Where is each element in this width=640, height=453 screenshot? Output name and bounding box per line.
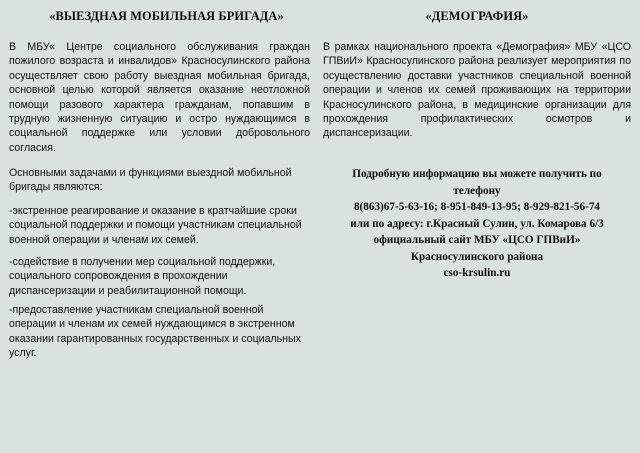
mobile-brigade-intro: В МБУ« Центре социального обслуживания граждан пожилого возраста и инвалидов» Красносулинского района осуществляет свою работу выездная мобильная бригада, основной целью которой является оказание неотложной помощи разового характера гражданам, попавшим в трудную жизненную ситуацию и остро нуждающимся в социальной поддержке или условии добровольного согласия. [9,41,310,154]
demography-intro: В рамках национального проекта «Демография» МБУ «ЦСО ГПВиИ» Красносулинского района реализует мероприятия по осуществлению доставки участников специальной военной операции и членов их семей проживающих на территории Красносулинского района, в медицинские организации для прохождения профилактических осмотров и диспансеризации. [323,41,631,140]
contact-info-block [323,166,631,282]
tasks-heading: Основными задачами и функциями выездной мобильной бригады являются: [9,167,292,194]
website-url: cso-krsulin.ru [443,267,511,279]
district-line: Красносулинского района [410,250,544,263]
contact-info-line: телефону [453,184,501,197]
demography-title: «ДЕМОГРАФИЯ» [425,9,529,23]
task-item-3: -предоставление участникам специальной военной операции и членам их семей нуждающимся в экстренном оказании гарантированных государственных и социальных услуг. [9,304,301,360]
task-item-1: -экстренное реагирование и оказание в кратчайшие сроки социальной поддержки и помощи участникам специальной военной операции и членам их семей. [9,205,302,246]
mobile-brigade-title: «ВЫЕЗДНАЯ МОБИЛЬНАЯ БРИГАДА» [49,9,284,23]
official-site-label: официальный сайт МБУ «ЦСО ГПВиИ» [373,234,581,246]
task-item-2: -содействие в получении мер социальной поддержки, социального сопровождения в прохождении диспансеризации и реабилитационной помощи. [9,256,276,297]
address-line: или по адресу: г.Красный Сулин, ул. Комарова 6/3 [350,217,604,230]
contact-info-line: Подробную информацию вы можете получить по [352,168,602,180]
phone-numbers: 8(863)67-5-63-16; 8-951-849-13-95; 8-929-821-56-74 [353,201,601,213]
